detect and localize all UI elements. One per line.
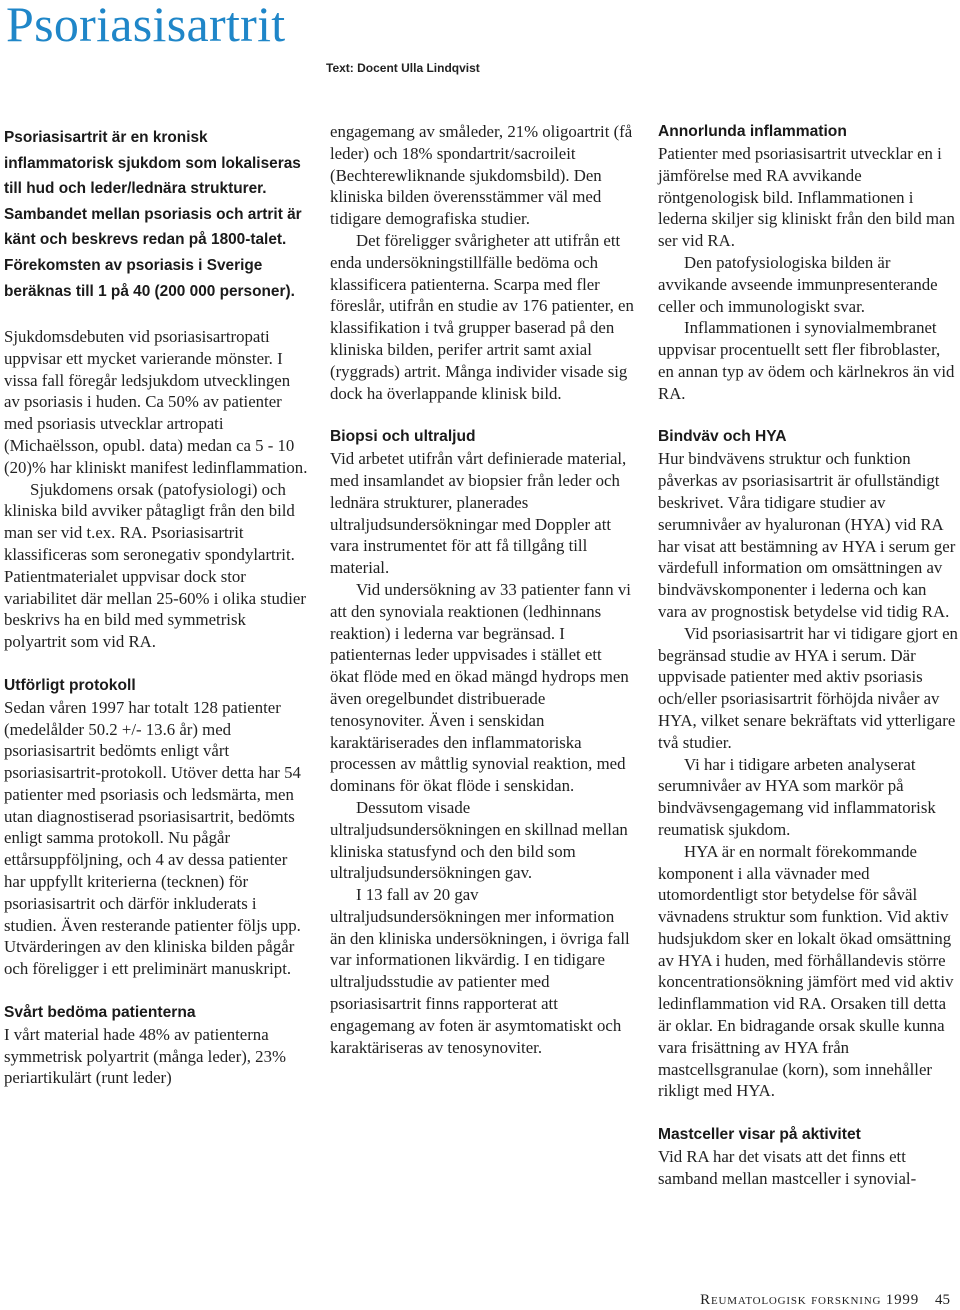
paragraph: engagemang av småleder, 21% oligoartrit (få leder) och 18% spondartrit/sacroileit (Bechterewliknande sjukdomsbild). Den kliniska bilden överensstämmer väl med tidigare demografiska studier. xyxy=(330,122,633,229)
column-3 xyxy=(658,121,958,1190)
paragraph: Vid arbetet utifrån vårt definierade material, med insamlandet av biopsier från leder och lednära strukturer, planerades ultraljudsundersökningar med Doppler att vara instrumentet för att få tillgång till material. xyxy=(330,449,627,578)
paragraph: Vid psoriasisartrit har vi tidigare gjort en begränsad studie av HYA i serum. Där uppvisade patienter med aktiv psoriasis och/eller psoriasisartrit förhöjda nivåer av HYA, vilket senare bekräftats vid ytterligare två studier. xyxy=(658,623,958,752)
paragraph: Den patofysiologiska bilden är avvikande avseende immunpresenterande celler och immunologiskt svar. xyxy=(658,252,938,316)
paragraph: Sjukdomsdebuten vid psoriasisartropati uppvisar ett mycket varierande mönster. I vissa fall föregår ledsjukdom utvecklingen av psoriasis i huden. Ca 50% av patienter med psoriasis utvecklar artropati (Michaëlsson, opubl. data) medan ca 5 - 10 (20)% har kliniskt manifest ledinflammation. xyxy=(4,326,308,477)
section-heading: Annorlunda inflammation xyxy=(658,123,847,140)
section-heading: Mastceller visar på aktivitet xyxy=(658,1126,861,1144)
column-1 xyxy=(4,121,308,1089)
section-heading: Bindväv och HYA xyxy=(658,428,787,446)
column-2 xyxy=(330,121,634,1058)
paragraph: Vid undersökning av 33 patienter fann vi att den synoviala reaktionen (ledhinnans reaktion) i lederna var begränsad. I patienternas leder uppvisades i stället ett ökat flöde med en ökad mängd hydrops men även oregelbundet distribuerade tenosynoviter. Även i senskidan karaktäriserades den inflammatoriska processen av måttlig synovial reaktion, med dominans för ökat flöde i senskidan. xyxy=(330,579,631,796)
page-number: 45 xyxy=(935,1292,950,1308)
paragraph: I vårt material hade 48% av patienterna symmetrisk polyartrit (många leder), 23% periartikulärt (runt leder) xyxy=(4,1024,286,1088)
paragraph: Patienter med psoriasisartrit utvecklar en i jämförelse med RA avvikande röntgenologisk bild. Inflammationen i lederna skiljer sig kliniskt från den bild man ser vid RA. xyxy=(658,144,955,251)
paragraph: Inflammationen i synovialmembranet uppvisar procentuellt sett fler fibroblaster, en annan typ av ödem och kärlnekros än vid RA. xyxy=(658,318,955,403)
paragraph: Hur bindvävens struktur och funktion påverkas av psoriasisartrit är ofullständigt beskrivet. Våra tidigare studier av serumnivåer av hyaluronan (HYA) vid RA har visat att bestämning av HYA i serum ger värdefull information om omsättningen av bindvävskomponenter i lederna och kan vara av prognostisk betydelse vid tidig RA. xyxy=(658,449,956,621)
article-title: Psoriasisartrit xyxy=(6,0,286,52)
paragraph: HYA är en normalt förekommande komponent i alla vävnader med utomordentligt stor betydelse för såväl vävnadens struktur som funktion. Vid aktiv hudsjukdom sker en lokalt ökad omsättning av HYA i huden, med förhållandevis större koncentrationsökning jämfört med vid aktiv ledinflammation vid RA. Orsaken till detta är oklar. En bidragande orsak skulle kunna vara frisättning av HYA från mastcellsgranulae (korn), som innehåller rikligt med HYA. xyxy=(658,841,954,1101)
paragraph: Dessutom visade ultraljudsundersökningen en skillnad mellan kliniska statusfynd och den bild som ultraljudsundersökningen gav. xyxy=(330,797,628,883)
author-byline: Text: Docent Ulla Lindqvist xyxy=(326,61,480,75)
page-footer xyxy=(700,1292,950,1309)
paragraph: I 13 fall av 20 gav ultraljudsundersökningen mer information än den kliniska undersökningen, i övriga fall var informationen likvärdig. I en tidigare ultraljudsstudie av patienter med psoriasisartrit finns rapporterat att engagemang av foten är asymtomatiskt och karaktäriseras av tenosynoviter. xyxy=(330,885,630,1057)
section-heading: Biopsi och ultraljud xyxy=(330,428,476,446)
journal-name: Reumatologisk forskning 1999 xyxy=(700,1292,919,1308)
paragraph: Sjukdomens orsak (patofysiologi) och kliniska bild avviker påtagligt från den bild man ser vid t.ex. RA. Psoriasisartrit klassificeras som seronegativ spondylartrit. Patientmaterialet uppvisar dock stor variabilitet där mellan 25-60% i olika studier beskrivs ha en bild med symmetrisk polyartrit som vid RA. xyxy=(4,479,306,652)
paragraph: Sedan våren 1997 har totalt 128 patienter (medelålder 50.2 +/- 13.6 år) med psoriasisartrit bedömts enligt vårt psoriasisartrit-protokoll. Utöver detta har 54 patienter med psoriasis och ledsmärta, men utan diagnostiserad psoriasisartrit, bedömts enligt samma protokoll. Nu pågår ettårsuppföljning, och 4 av dessa patienter har uppfyllt kriterierna (tecknen) för psoriasisartrit och därför inkluderats i studien. Även resterande patienter följs upp. Utvärderingen av den kliniska bilden pågår och föreligger i ett preliminärt manuskript. xyxy=(4,697,301,979)
paragraph: Vi har i tidigare arbeten analyserat serumnivåer av HYA som markör på bindvävsengagemang vid inflammatorisk reumatisk sjukdom. xyxy=(658,754,936,839)
section-heading: Svårt bedöma patienterna xyxy=(4,1003,196,1021)
paragraph: Vid RA har det visats att det finns ett samband mellan mastceller i synovial- xyxy=(658,1147,917,1188)
paragraph: Det föreligger svårigheter att utifrån ett enda undersökningstillfälle bedöma och klassificera patienterna. Scarpa med fler föreslår, utifrån en studie av 176 patienter, en klassifikation i två grupper baserad på den kliniska bilden, perifer artrit samt axial (ryggrads) artrit. Många individer visade sig dock ha överlappande klinisk bild. xyxy=(330,230,634,403)
lead-paragraph: Psoriasisartrit är en kronisk inflammatorisk sjukdom som lokaliseras till hud och leder/lednära strukturer. Sambandet mellan psoriasis och artrit är känt och beskrevs redan på 1800-talet. Förekomsten av psoriasis i Sverige beräknas till 1 på 40 (200 000 personer). xyxy=(4,129,302,300)
section-heading: Utförligt protokoll xyxy=(4,676,136,694)
